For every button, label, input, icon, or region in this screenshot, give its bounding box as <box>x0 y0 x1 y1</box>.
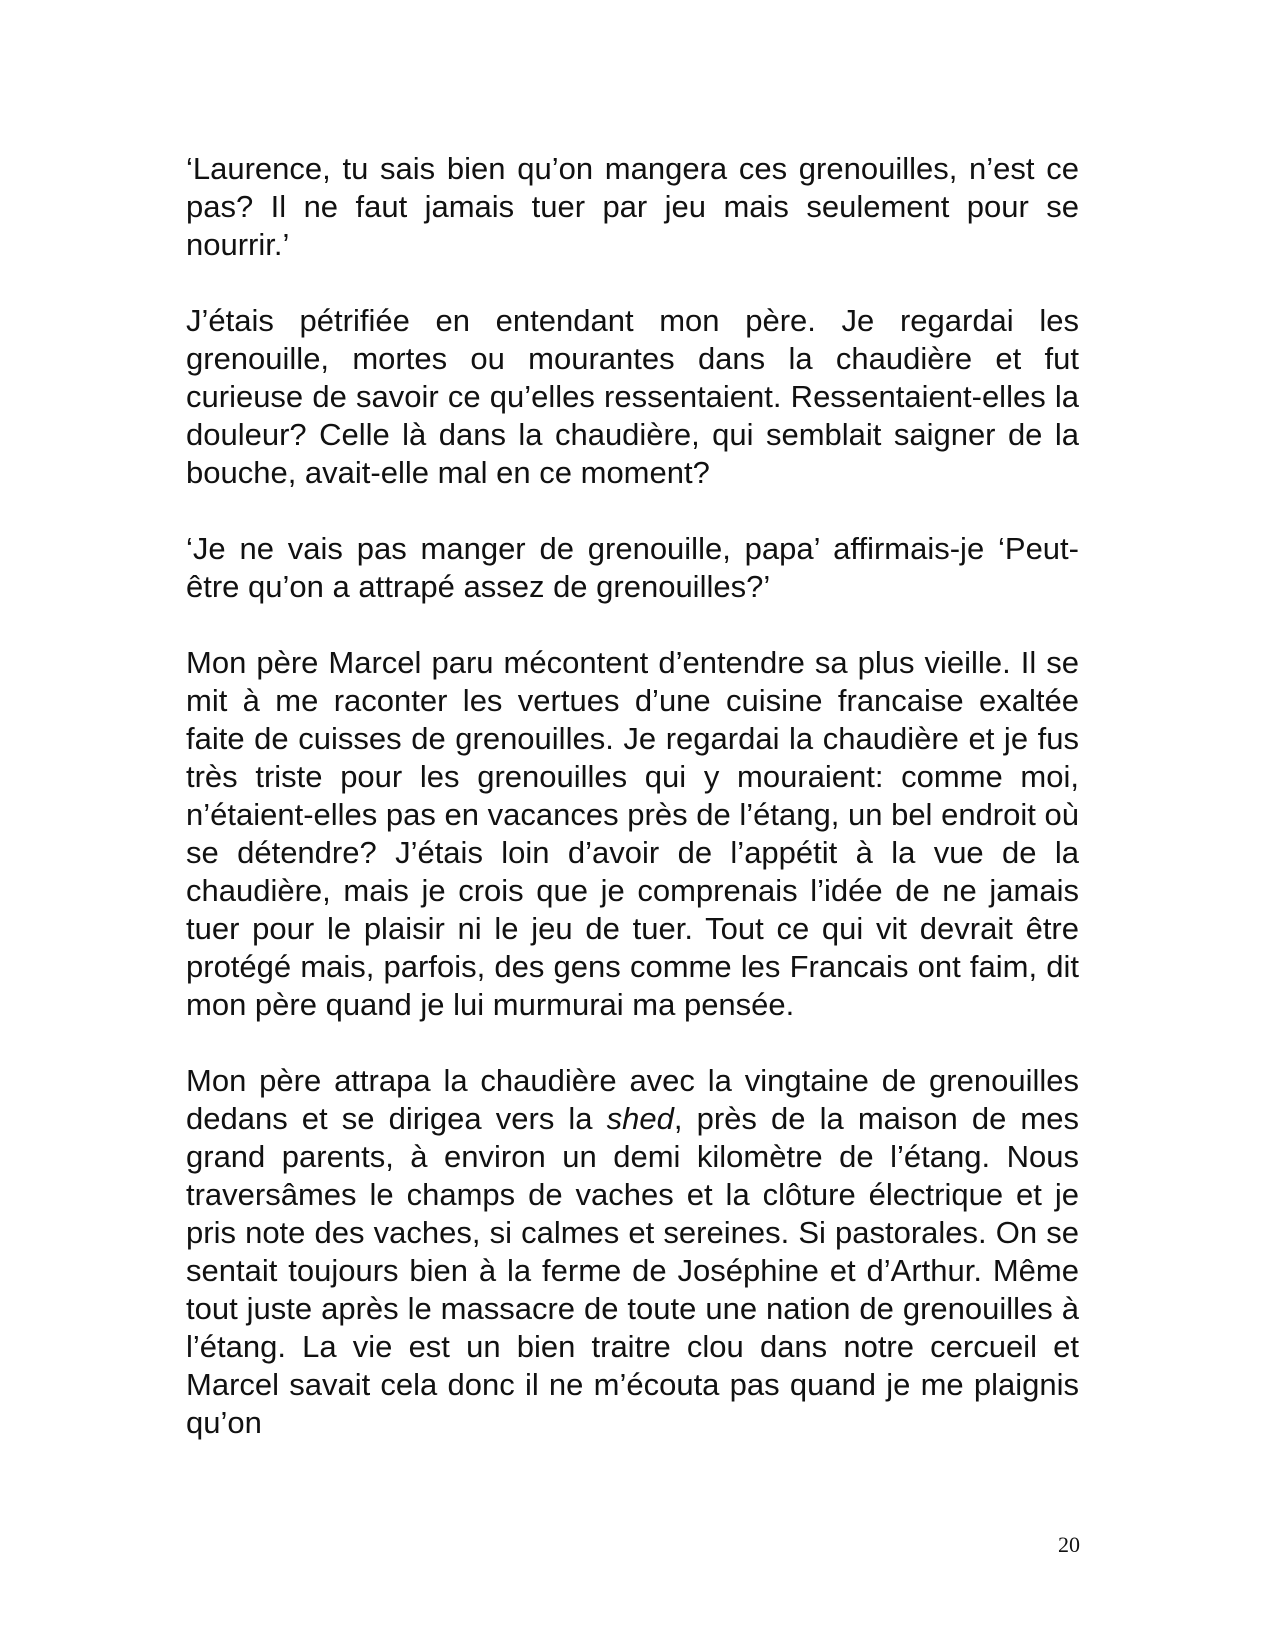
paragraph-5-text-after: , près de la maison de mes grand parents, à environ un demi kilomètre de l’étang. Nous traversâmes le champs de vaches et la clôture électrique et je pris note des vaches, si calmes et sereines. Si pastorales. On se sentait toujours bien à la ferme de Joséphine et d’Arthur. Même tout juste après le massacre de toute une nation de grenouilles à l’étang. La vie est un bien traitre clou dans notre cercueil et Marcel savait cela donc il ne m’écouta pas quand je me plaignis qu’on <box>186 1101 1079 1440</box>
paragraph-4: Mon père Marcel paru mécontent d’entendre sa plus vieille. Il se mit à me raconter les vertues d’une cuisine francaise exaltée faite de cuisses de grenouilles. Je regardai la chaudière et je fus très triste pour les grenouilles qui y mouraient: comme moi, n’étaient-elles pas en vacances près de l’étang, un bel endroit où se détendre? J’étais loin d’avoir de l’appétit à la vue de la chaudière, mais je crois que je comprenais l’idée de ne jamais tuer pour le plaisir ni le jeu de tuer. Tout ce qui vit devrait être protégé mais, parfois, des gens comme les Francais ont faim, dit mon père quand je lui murmurai ma pensée. <box>186 645 1079 1022</box>
page-number: 20 <box>1058 1532 1080 1557</box>
paragraph-2: J’étais pétrifiée en entendant mon père. Je regardai les grenouille, mortes ou mourantes dans la chaudière et fut curieuse de savoir ce qu’elles ressentaient. Ressentaient-elles la douleur? Celle là dans la chaudière, qui semblait saigner de la bouche, avait-elle mal en ce moment? <box>186 303 1079 490</box>
paragraph-5 <box>186 1062 1079 1442</box>
paragraph-1: ‘Laurence, tu sais bien qu’on mangera ces grenouilles, n’est ce pas? Il ne faut jamais tuer par jeu mais seulement pour se nourrir.’ <box>186 151 1079 262</box>
paragraph-5-text-before: Mon père attrapa la chaudière avec la vingtaine de grenouilles dedans et se dirigea vers la <box>186 1063 1079 1136</box>
body-text <box>186 150 1079 1442</box>
paragraph-5-emphasis: shed <box>606 1101 674 1136</box>
paragraph-3: ‘Je ne vais pas manger de grenouille, papa’ affirmais-je ‘Peut-être qu’on a attrapé assez de grenouilles?’ <box>186 531 1079 604</box>
